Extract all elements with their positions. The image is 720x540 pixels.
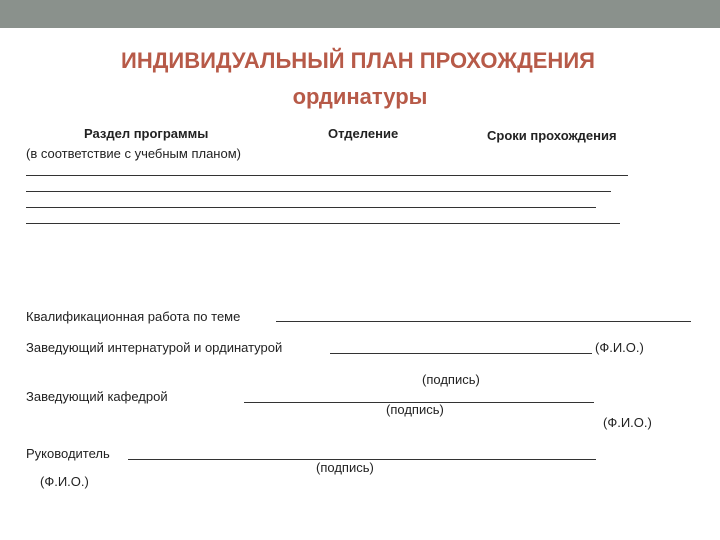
head-dept-fio: (Ф.И.О.) bbox=[603, 415, 652, 430]
head-internship-line bbox=[330, 353, 592, 354]
column-header-section: Раздел программы bbox=[84, 126, 209, 141]
qualification-label: Квалификационная работа по теме bbox=[26, 309, 241, 324]
head-internship-signature: (подпись) bbox=[422, 372, 480, 387]
qualification-line bbox=[276, 321, 691, 322]
top-bar bbox=[0, 0, 720, 28]
page-title: ИНДИВИДУАЛЬНЫЙ ПЛАН ПРОХОЖДЕНИЯ bbox=[121, 48, 595, 73]
table-row-line bbox=[26, 207, 596, 208]
table-row-line bbox=[26, 223, 620, 224]
supervisor-label: Руководитель bbox=[26, 446, 110, 461]
supervisor-fio: (Ф.И.О.) bbox=[40, 474, 89, 489]
head-internship-fio: (Ф.И.О.) bbox=[595, 340, 644, 355]
table-row-line bbox=[26, 191, 611, 192]
supervisor-signature: (подпись) bbox=[316, 460, 374, 475]
head-dept-label: Заведующий кафедрой bbox=[26, 389, 168, 404]
table-row-line bbox=[26, 175, 628, 176]
page-subtitle: ординатуры bbox=[292, 84, 428, 109]
column-note: (в соответствие с учебным планом) bbox=[26, 146, 241, 161]
column-header-dates: Сроки прохождения bbox=[487, 128, 617, 143]
head-dept-signature: (подпись) bbox=[386, 402, 444, 417]
head-internship-label: Заведующий интернатурой и ординатурой bbox=[26, 340, 283, 355]
column-header-department: Отделение bbox=[328, 126, 399, 141]
